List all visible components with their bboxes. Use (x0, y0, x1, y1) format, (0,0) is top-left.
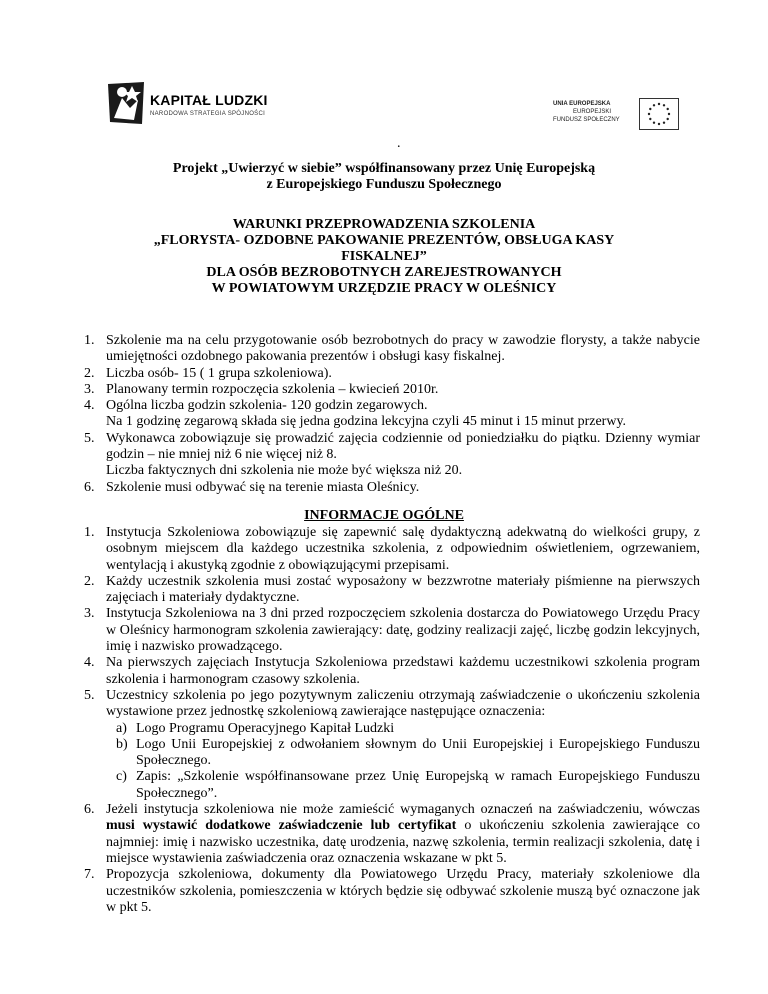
conditions-list (80, 333, 700, 496)
list-item: 2. Każdy uczestnik szkolenia musi zostać wyposażony w bezzwrotne materiały piśmienne na pierwszych zajęciach i materiały dydaktyczne. (84, 573, 700, 606)
list-item: 7. Propozycja szkoleniowa, dokumenty dla Powiatowego Urzędu Pracy, materiały szkoleniowe dla uczestników szkolenia, pomieszczenia w których będzie się odbywać szkolenie muszą być oznaczone jak w pkt 5. (84, 867, 700, 915)
eu-flag-icon (639, 98, 679, 130)
stray-dot: . (397, 136, 401, 151)
project-line-2: z Europejskiego Funduszu Społecznego (266, 177, 502, 192)
sub-list (106, 721, 700, 802)
list-item: 6. Szkolenie musi odbywać się na terenie miasta Oleśnicy. (84, 479, 420, 495)
list-item: 1. Instytucja Szkoleniowa zobowiązuje się zapewnić salę dydaktyczną adekwatną do wielkości grupy, z osobnym miejscem dla każdego uczestnika szkolenia, z odpowiednim oświetleniem, ogrzewaniem, wentylacją i akustyką zgodnie z obowiązującymi przepisami. (84, 525, 700, 573)
list-item: 6. Jeżeli instytucja szkoleniowa nie może zamieścić wymaganych oznaczeń na zaświadczeniu, wówczas musi wystawić dodatkowe zaświadczenie lub certyfikat o ukończeniu szkolenia zawierające co najmniej: imię i nazwisko uczestnika, datę urodzenia, nazwę szkolenia, termin realizacji szkolenia, datę i miejsce wystawienia zaświadczenia oraz oznaczenia wskazane w pkt 5. (84, 802, 700, 866)
kapital-ludzki-logo (104, 78, 269, 128)
list-item: 4. Ogólna liczba godzin szkolenia- 120 godzin zegarowych. Na 1 godzinę zegarową składa się jedna godzina lekcyjna czyli 45 minut i 15 minut przerwy. (84, 398, 627, 430)
sub-item: c) Zapis: „Szkolenie współfinansowane przez Unię Europejską w ramach Europejskiego Funduszu Społecznego”. (116, 769, 700, 801)
list-item: 4. Na pierwszych zajęciach Instytucja Szkoleniowa przedstawi każdemu uczestnikowi szkolenia program szkolenia i harmonogram czasowy szkolenia. (84, 655, 700, 687)
list-item: 2. Liczba osób- 15 ( 1 grupa szkoleniowa). (84, 365, 332, 381)
eu-line-3: FUNDUSZ SPOŁECZNY (553, 117, 620, 123)
title-line-3: FISKALNEJ” (341, 249, 427, 264)
title-line-4: DLA OSÓB BEZROBOTNYCH ZAREJESTROWANYCH (206, 265, 562, 280)
logo-left-title: KAPITAŁ LUDZKI (150, 92, 268, 108)
list-item: 5. Uczestnicy szkolenia po jego pozytywnym zaliczeniu otrzymają zaświadczenie o ukończeniu szkolenia wystawione przez jednostkę szkoleniową zawierające następujące oznaczenia: a) Logo Programu Operacyjnego Kapitał Ludzki b) Logo Unii Europejskiej z odwołaniem słownym do Unii Europejskiej i Europejskiego Funduszu Społecznego. c) Zapis: „Szkolenie współfinansowane przez Unię Europejską w ramach Europejskiego Funduszu Społecznego”. (84, 687, 700, 801)
bold-phrase: musi wystawić dodatkowe zaświadczenie lub certyfikat (106, 818, 457, 834)
eu-logo (553, 98, 678, 130)
eu-line-1: UNIA EUROPEJSKA (553, 101, 611, 107)
sub-item: a) Logo Programu Operacyjnego Kapitał Ludzki (116, 720, 395, 736)
list-item: 5. Wykonawca zobowiązuje się prowadzić zajęcia codziennie od poniedziałku do piątku. Dzienny wymiar godzin – nie mniej niż 6 nie więcej niż 8. Liczba faktycznych dni szkolenia nie może być większa niż 20. (84, 430, 700, 479)
title-line-1: WARUNKI PRZEPROWADZENIA SZKOLENIA (232, 217, 536, 232)
project-line-1: Projekt „Uwierzyć w siebie” współfinansowany przez Unię Europejską (172, 161, 596, 176)
general-info-list (80, 525, 700, 916)
kapital-ludzki-emblem-icon (104, 78, 148, 128)
title-line-2: „FLORYSTA- OZDOBNE PAKOWANIE PREZENTÓW, OBSŁUGA KASY (153, 233, 615, 248)
project-header (0, 161, 768, 193)
sub-item: b) Logo Unii Europejskiej z odwołaniem słownym do Unii Europejskiej i Europejskiego Funduszu Społecznego. (116, 736, 700, 769)
eu-line-2: EUROPEJSKI (573, 109, 612, 115)
section-heading: INFORMACJE OGÓLNE (304, 508, 464, 523)
document-title (0, 217, 768, 297)
list-item: 1. Szkolenie ma na celu przygotowanie osób bezrobotnych do pracy w zawodzie florysty, a także nabycie umiejętności ozdobnego pakowania prezentów i obsługi kasy fiskalnej. (84, 333, 700, 365)
title-line-5: W POWIATOWYM URZĘDZIE PRACY W OLEŚNICY (211, 281, 557, 296)
list-item: 3. Instytucja Szkoleniowa na 3 dni przed rozpoczęciem szkolenia dostarcza do Powiatowego Urzędu Pracy w Oleśnicy harmonogram szkolenia zawierający: datę, godziny realizacji zajęć, liczbę godzin lekcyjnych, imię i nazwisko prowadzącego. (84, 606, 700, 655)
logo-left-subtitle: NARODOWA STRATEGIA SPÓJNOŚCI (150, 111, 266, 117)
list-item: 3. Planowany termin rozpoczęcia szkolenia – kwiecień 2010r. (84, 381, 439, 397)
